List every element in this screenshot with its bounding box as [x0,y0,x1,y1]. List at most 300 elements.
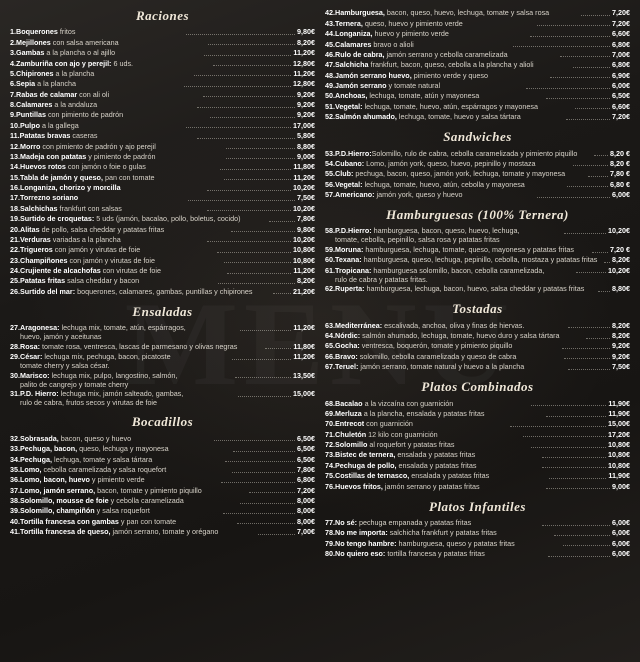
menu-item-number: 28. [10,341,20,351]
menu-item [325,440,630,450]
menu-item-text [10,434,212,444]
menu-item-name: Champiñones [20,255,68,265]
menu-item-price: 7,80 € [610,169,630,179]
menu-item-description: hamburguesa, queso, lechuga, pepinillo, cebolla, mostaza y patatas fritas [361,255,598,265]
menu-item-text [325,430,521,440]
menu-item-number: 63. [325,320,335,330]
menu-item-number: 14. [10,162,20,172]
menu-item [10,120,315,130]
menu-item-price: 11,20€ [293,172,315,182]
menu-item-number: 15. [10,172,20,182]
menu-item [10,235,315,245]
leader-dots [573,67,610,68]
menu-item-number: 76. [325,481,335,491]
menu-item [325,179,630,189]
menu-item-text [10,245,215,255]
menu-item-price: 8,20 € [610,148,631,158]
menu-item-price: 5,80€ [297,131,315,141]
menu-item-name: Sobrasada, [20,433,59,443]
menu-item-name: Morro [20,141,41,151]
menu-item-number: 46. [325,49,335,59]
menu-item-description: boquerones, calamares, gambas, puntillas y chipirones [75,286,253,296]
leader-dots [550,77,610,78]
section-title: Sandwiches [443,129,512,145]
menu-item-number: 16. [10,183,20,193]
menu-item-text [10,256,222,266]
menu-item-name: Solomillo, champiñón [20,506,95,516]
menu-item-name: Americano: [335,190,375,200]
menu-item-text [325,180,565,190]
menu-item-price: 11,90€ [608,398,630,408]
menu-item-description: tomate rosa, ventresca, lascas de parmesano y olivas negras [39,341,238,351]
leader-dots [214,440,295,441]
menu-item-number: 58. [325,226,335,236]
menu-item-price: 6,00€ [612,517,630,527]
leader-dots [546,98,610,99]
leader-dots [186,127,291,128]
menu-item-name: Patatas fritas [20,276,66,286]
leader-dots [560,56,610,57]
menu-item-text [10,506,221,516]
menu-item-name: Bistec de ternera, [335,450,396,460]
menu-item [10,69,315,79]
menu-item-name: Salchicha [335,60,369,70]
menu-item-number: 23. [10,255,20,265]
leader-dots [581,15,610,16]
menu-item-name: Vegetal: [335,101,363,111]
menu-item-name: Cubano: [335,158,365,168]
menu-item-number: 75. [325,471,335,481]
leader-dots [235,377,291,378]
menu-item [325,169,630,179]
menu-item-description: escalivada, anchoa, oliva y finas de hiervas. [382,320,525,330]
menu-item-number: 65. [325,341,335,351]
menu-item-name: Jamón serrano [335,81,387,91]
menu-item-name: Pechuga, bacon, [20,444,78,454]
menu-item [10,27,315,37]
menu-item [325,91,630,101]
menu-item [10,516,315,526]
menu-item-name: Crujiente de alcachofas [20,266,101,276]
menu-item-price: 7,20€ [612,112,631,122]
menu-item-number: 20. [10,224,20,234]
menu-item-price: 10,20€ [608,226,630,236]
menu-item [10,131,315,141]
menu-item-number: 51. [325,101,335,111]
menu-item [325,320,630,330]
menu-item-number: 27. [10,323,20,333]
menu-item [325,528,630,538]
menu-item [10,172,315,182]
menu-item-description: hamburguesa solomillo, bacon, cebolla caramelizada, [371,265,545,275]
menu-item-name: Puntillas [16,110,46,120]
menu-item-number: 79. [325,538,335,548]
menu-item-name: Tabla de jamón y queso, [20,172,103,182]
menu-item-description: huevo y pimiento verde [372,29,449,39]
menu-item-number: 32. [10,433,20,443]
menu-item-number: 42. [325,8,335,18]
leader-dots [207,210,291,211]
leader-dots [224,262,291,263]
menu-item-number: 70. [325,419,335,429]
leader-dots [231,231,295,232]
menu-item-name: Solomillo, mousse de foie [20,496,109,506]
menu-item-price: 11,80€ [293,341,315,351]
menu-item-description: queso, lechuga y mayonesa [77,444,169,454]
menu-item-number: 56. [325,179,335,189]
menu-item-text [10,235,205,245]
menu-item-name: Bravo: [335,351,358,361]
menu-item-number: 21. [10,234,20,244]
menu-item-text [10,69,192,79]
menu-item-number: 4. [10,58,16,68]
menu-item [325,8,630,18]
menu-item-number: 77. [325,517,335,527]
menu-item-text [325,102,573,112]
menu-item [10,444,315,454]
menu-item [325,112,630,122]
menu-item-price: 6,80€ [612,39,631,49]
menu-item-name: Rulo de cabra, [335,49,385,59]
menu-item [325,148,630,158]
menu-item-description: a la andaluza [52,100,98,110]
menu-item-price: 6,50€ [612,91,631,101]
menu-item-description: bacon, queso, huevo, lechuga, tomate y salsa rosa [384,8,550,18]
leader-dots [210,117,295,118]
leader-dots [526,88,610,89]
menu-item-price: 7,20€ [297,485,315,495]
menu-item-number: 31. [10,389,20,399]
menu-item-name: Verduras [20,234,51,244]
menu-item-price: 8,20€ [297,276,316,286]
menu-item-text [325,8,579,18]
menu-item-number: 47. [325,60,335,70]
menu-item-number: 43. [325,18,335,28]
menu-item-price: 10,80€ [293,255,316,265]
menu-item-description: 6 uds. [111,58,134,68]
menu-item-description: con salsa americana [50,37,119,47]
leader-dots [237,523,295,524]
menu-item-name: Boquerones [16,27,58,37]
menu-item-price: 8,00€ [297,506,316,516]
menu-item-description: jamón serrano y cebolla caramelizada [384,49,508,59]
menu-item [10,89,315,99]
menu-item-description: lechuga mix, tomate, atún, espárragos, [59,323,186,333]
menu-item-text [10,225,229,235]
menu-item [10,433,315,443]
menu-item-description: frankfurt, bacon, queso, cebolla a la plancha y alioli [368,60,534,70]
menu-item-price: 6,80€ [612,60,631,70]
leader-dots [224,179,291,180]
menu-item [10,193,315,203]
menu-item-price: 9,80€ [297,27,316,37]
menu-item-description: bacon, tomate y pimiento piquillo [95,485,202,495]
menu-item-name: Rosa: [20,341,40,351]
menu-column-right [325,8,630,658]
leader-dots [240,330,292,331]
menu-item [325,450,630,460]
menu-item [10,496,315,506]
leader-dots [207,241,291,242]
menu-item-description: caseras [70,131,98,141]
menu-item-number: 6. [10,79,16,89]
menu-item [325,460,630,470]
menu-item [325,50,630,60]
menu-item-number: 62. [325,284,335,294]
menu-item-description: fritos [57,27,76,37]
menu-item-price: 9,20€ [612,341,631,351]
section-title: Bocadillos [131,414,194,430]
menu-item-description: bravo o alioli [371,39,414,49]
menu-item-name: Vegetal: [335,179,363,189]
menu-item-price: 7,80€ [297,214,316,224]
leader-dots [576,272,606,273]
menu-section-items [325,518,630,560]
menu-item-subline: huevo, jamón y aceitunas [20,332,102,342]
menu-item-price: 6,50€ [297,444,316,454]
leader-dots [232,359,291,360]
menu-item-text [325,149,592,159]
menu-item-description: salsa cheddar y bacon [65,276,140,286]
menu-item-text [325,409,544,419]
menu-item-price: 10,20€ [293,203,315,213]
menu-item-price: 9,20€ [297,89,316,99]
menu-item [10,527,315,537]
menu-item-price: 6,60€ [612,29,631,39]
leader-dots [568,327,610,328]
leader-dots [549,478,607,479]
menu-item-number: 60. [325,255,335,265]
menu-item [325,538,630,548]
menu-item-number: 3. [10,48,16,58]
menu-item-number: 78. [325,528,335,538]
menu-item-price: 8,00€ [297,516,316,526]
menu-item-description: jamón serrano, tomate natural y huevo a la plancha [358,362,525,372]
menu-item-text [10,342,263,352]
menu-item [10,37,315,47]
menu-item-price: 6,60€ [612,101,631,111]
menu-item [325,39,630,49]
menu-item-price: 7,50€ [297,193,316,203]
menu-item-text [10,152,224,162]
menu-item-subline: tomate, cebolla, pepinillo, salsa rosa y patatas fritas [335,235,500,245]
menu-column-left [10,8,315,658]
menu-item-text [325,284,596,294]
menu-item [10,79,315,89]
menu-item [325,190,630,200]
menu-item-text [10,527,256,537]
menu-item-text [10,486,247,496]
menu-item-price: 6,00€ [612,528,630,538]
menu-item-text [10,90,201,100]
menu-item-description: frankfurt con salsas [57,203,122,213]
leader-dots [566,119,610,120]
menu-item-number: 45. [325,39,335,49]
menu-item-number: 25. [10,276,20,286]
menu-item-description: y pan con tomate [118,516,177,526]
menu-item-description: jamón serrano y patatas fritas [382,481,480,491]
menu-item-description: jamón york, queso y huevo [374,190,463,200]
menu-section-items [325,8,630,122]
menu-item-description: bacon, queso y huevo [58,433,132,443]
menu-section-items [325,398,630,491]
menu-item-price: 8,20 € [610,158,631,168]
leader-dots [197,107,295,108]
leader-dots [554,535,610,536]
menu-item-number: 61. [325,265,335,275]
menu-item-name: Trigueros [20,245,53,255]
menu-item-name: Ruperta: [335,284,365,294]
menu-item [10,203,315,213]
menu-item [325,159,630,169]
menu-item-number: 52. [325,112,335,122]
menu-item [325,481,630,491]
menu-item-number: 8. [10,100,16,110]
menu-item-description: a la vizcaína con guarnición [362,398,454,408]
menu-item-price: 10,20€ [608,265,630,275]
leader-dots [604,262,610,263]
menu-item-description: lechuga, tomate y salsa tártara [51,454,153,464]
leader-dots [530,36,610,37]
menu-item-description: a la plancha [53,68,95,78]
menu-item-description: a la plancha, ensalada y patatas fritas [361,408,485,418]
leader-dots [575,108,610,109]
menu-item-description: al roquefort y patatas fritas [367,440,455,450]
leader-dots [226,148,295,149]
menu-item-name: Chuletón [335,429,367,439]
menu-item [10,183,315,193]
leader-dots [249,492,295,493]
menu-item [10,152,315,162]
menu-item-price: 10,80€ [608,460,631,470]
menu-item-name: Huevos rotos [20,162,66,172]
menu-item-description: ensalada y patatas fritas [395,450,476,460]
menu-item [325,549,630,559]
menu-item-name: Lomo, bacon, huevo [20,475,90,485]
menu-item-price: 7,50€ [612,362,630,372]
menu-item-text [325,528,552,538]
menu-item-text [10,183,205,193]
menu-item-name: Longaniza, chorizo y morcilla [20,183,121,193]
menu-item [325,331,630,341]
leader-dots [548,556,610,557]
menu-item-text [10,455,223,465]
leader-dots [531,405,607,406]
menu-item-name: Longaniza, [335,29,373,39]
menu-item-number: 48. [325,70,335,80]
menu-item-text [325,266,574,276]
menu-item-name: Surtido del mar: [20,286,76,296]
section-title: Tostadas [452,301,503,317]
menu-item-description: queso, huevo y pimiento verde [362,18,463,28]
menu-item-text [325,450,540,460]
menu-item-number: 64. [325,331,335,341]
menu-item-number: 2. [10,37,16,47]
menu-item-text [325,81,524,91]
menu-item [325,398,630,408]
leader-dots [546,488,610,489]
menu-section-items [10,323,315,408]
menu-item-price: 8,00€ [297,496,315,506]
menu-item-price: 10,80€ [608,440,631,450]
menu-item-name: Merluza [335,408,362,418]
menu-item-text [10,59,211,69]
leader-dots [207,190,291,191]
menu-item-price: 12,80€ [293,79,315,89]
menu-item-name: No me importa: [335,528,388,538]
leader-dots [564,358,610,359]
menu-item-price: 15,00€ [608,419,631,429]
menu-item-description: y pimiento de padrón [86,151,156,161]
menu-item-name: Sepia [16,79,36,89]
menu-item-number: 73. [325,450,335,460]
menu-item-description: lechuga, tomate, huevo y salsa tártara [396,112,521,122]
menu-item-description: pechuga, bacon, queso, jamón york, lechuga, tomate y mayonesa [353,169,566,179]
menu-item-description: salchicha frankfurt y patatas fritas [387,528,497,538]
menu-item-name: Club: [335,169,354,179]
menu-item-price: 17,20€ [608,429,630,439]
menu-item-number: 53. [325,148,335,158]
menu-item-description: hamburguesa, lechuga, tomate, queso, mayonesa y patatas fritas [363,244,574,254]
menu-item-description: ensalada y patatas fritas [396,460,477,470]
menu-item-text [325,29,528,39]
menu-item-description: jamón serrano, tomate y orégano [110,527,219,537]
menu-item-price: 8,20€ [612,255,630,265]
menu-item-description: a la gallega [39,120,79,130]
leader-dots [542,525,610,526]
menu-item-name: Rabas de calamar [16,89,78,99]
menu-item [10,255,315,265]
menu-item-name: Calamares [335,39,372,49]
leader-dots [213,65,291,66]
menu-item-subline: rulo de cabra, frutos secos y virutas de foie [20,398,158,408]
menu-item-number: 24. [10,266,20,276]
leader-dots [273,293,291,294]
menu-item [325,429,630,439]
menu-item-name: No sé: [335,517,357,527]
menu-item-number: 9. [10,110,16,120]
menu-item-name: Lomo, jamón serrano, [20,485,96,495]
menu-item-price: 10,80€ [608,450,631,460]
menu-item [10,100,315,110]
leader-dots [588,176,608,177]
leader-dots [568,369,610,370]
menu-item-description: lechuga, tomate, huevo, atún, espárragos y mayonesa [362,101,538,111]
leader-dots [217,252,291,253]
menu-item-name: Madeja con patatas [20,151,87,161]
menu-item [325,70,630,80]
leader-dots [531,447,606,448]
menu-item-price: 6,00€ [612,549,630,559]
menu-item-price: 6,00€ [612,81,631,91]
leader-dots [564,233,606,234]
leader-dots [598,291,610,292]
menu-item-name: Surtido de croquetas: [20,214,95,224]
menu-item-text [10,173,222,183]
leader-dots [562,348,610,349]
menu-item-name: Lomo, [20,464,42,474]
menu-item-description: Lomo, jamón york, queso, huevo, pepinillo y mostaza [364,158,536,168]
menu-item-number: 7. [10,89,16,99]
menu-section-items [325,226,630,294]
menu-item-price: 8,80€ [612,284,631,294]
menu-item-number: 71. [325,429,335,439]
leader-dots [586,338,610,339]
menu-item-name: Tortilla francesa de queso, [20,527,111,537]
menu-item-text [325,190,535,200]
leader-dots [188,200,295,201]
menu-item-text [325,60,571,70]
